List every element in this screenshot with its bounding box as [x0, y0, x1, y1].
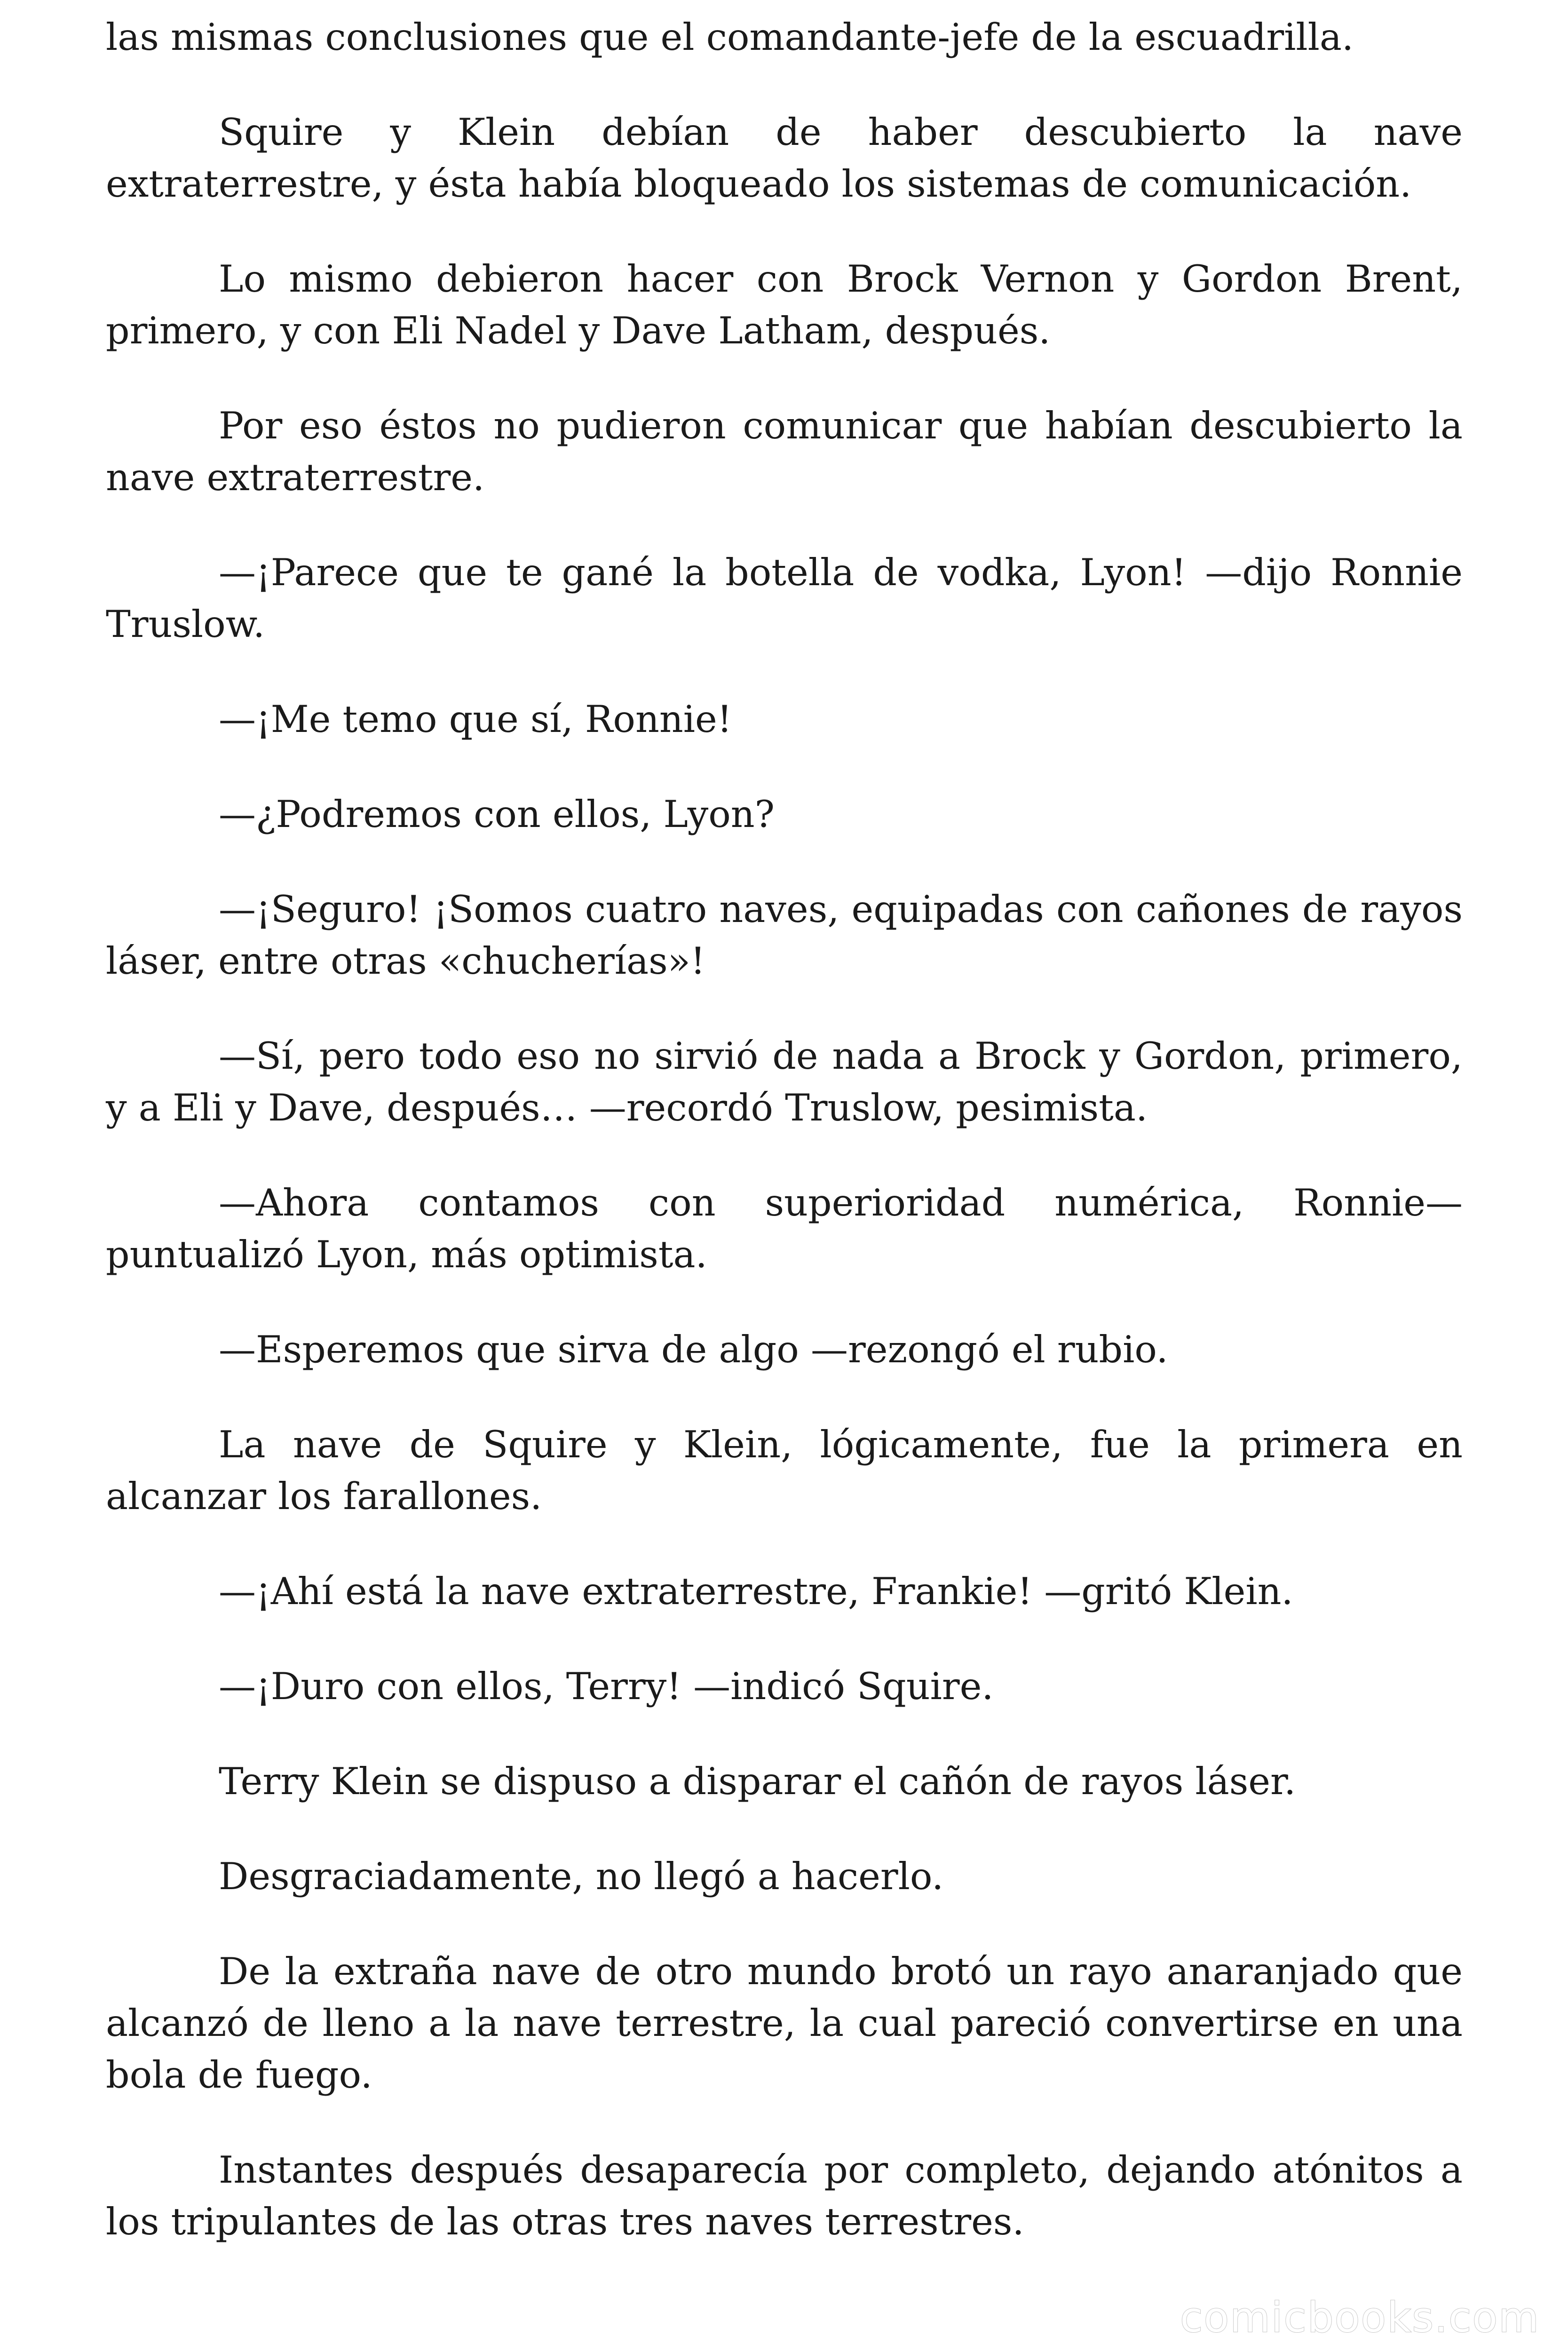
- paragraph: las mismas conclusiones que el comandante-jefe de la escuadrilla.: [106, 16, 1354, 59]
- paragraph: —¿Podremos con ellos, Lyon?: [219, 793, 775, 836]
- paragraph: —¡Parece que te gané la botella de vodka, Lyon! —dijo Ronnie Truslow.: [106, 551, 1463, 646]
- paragraph: —Ahora contamos con superioridad numérica, Ronnie— puntualizó Lyon, más optimista.: [106, 1181, 1463, 1276]
- paragraph: Instantes después desaparecía por completo, dejando atónitos a los tripulantes de las otras tres naves terrestres.: [106, 2148, 1463, 2243]
- paragraph: De la extraña nave de otro mundo brotó un rayo anaranjado que alcanzó de lleno a la nave terrestre, la cual pareció convertirse en una bola de fuego.: [106, 1950, 1463, 2097]
- paragraph: —Esperemos que sirva de algo —rezongó el rubio.: [219, 1328, 1168, 1371]
- paragraph: Squire y Klein debían de haber descubierto la nave extraterrestre, y ésta había bloqueado los sistemas de comunicación.: [106, 111, 1463, 206]
- page-body: [106, 11, 1463, 2291]
- watermark: comicbooks.com: [1180, 2293, 1540, 2342]
- paragraph: —¡Duro con ellos, Terry! —indicó Squire.: [219, 1665, 994, 1708]
- paragraph: —¡Me temo que sí, Ronnie!: [219, 698, 732, 741]
- paragraph: —¡Ahí está la nave extraterrestre, Frankie! —gritó Klein.: [219, 1570, 1293, 1613]
- paragraph: Lo mismo debieron hacer con Brock Vernon y Gordon Brent, primero, y con Eli Nadel y Dave Latham, después.: [106, 257, 1463, 352]
- paragraph: Desgraciadamente, no llegó a hacerlo.: [219, 1855, 944, 1898]
- paragraph: Por eso éstos no pudieron comunicar que habían descubierto la nave extraterrestre.: [106, 404, 1463, 499]
- paragraph: La nave de Squire y Klein, lógicamente, fue la primera en alcanzar los farallones.: [106, 1423, 1463, 1518]
- paragraph: Terry Klein se dispuso a disparar el cañón de rayos láser.: [219, 1760, 1296, 1803]
- paragraph: —¡Seguro! ¡Somos cuatro naves, equipadas con cañones de rayos láser, entre otras «chucherías»!: [106, 888, 1463, 983]
- paragraph: —Sí, pero todo eso no sirvió de nada a Brock y Gordon, primero, y a Eli y Dave, después… —recordó Truslow, pesimista.: [106, 1034, 1463, 1129]
